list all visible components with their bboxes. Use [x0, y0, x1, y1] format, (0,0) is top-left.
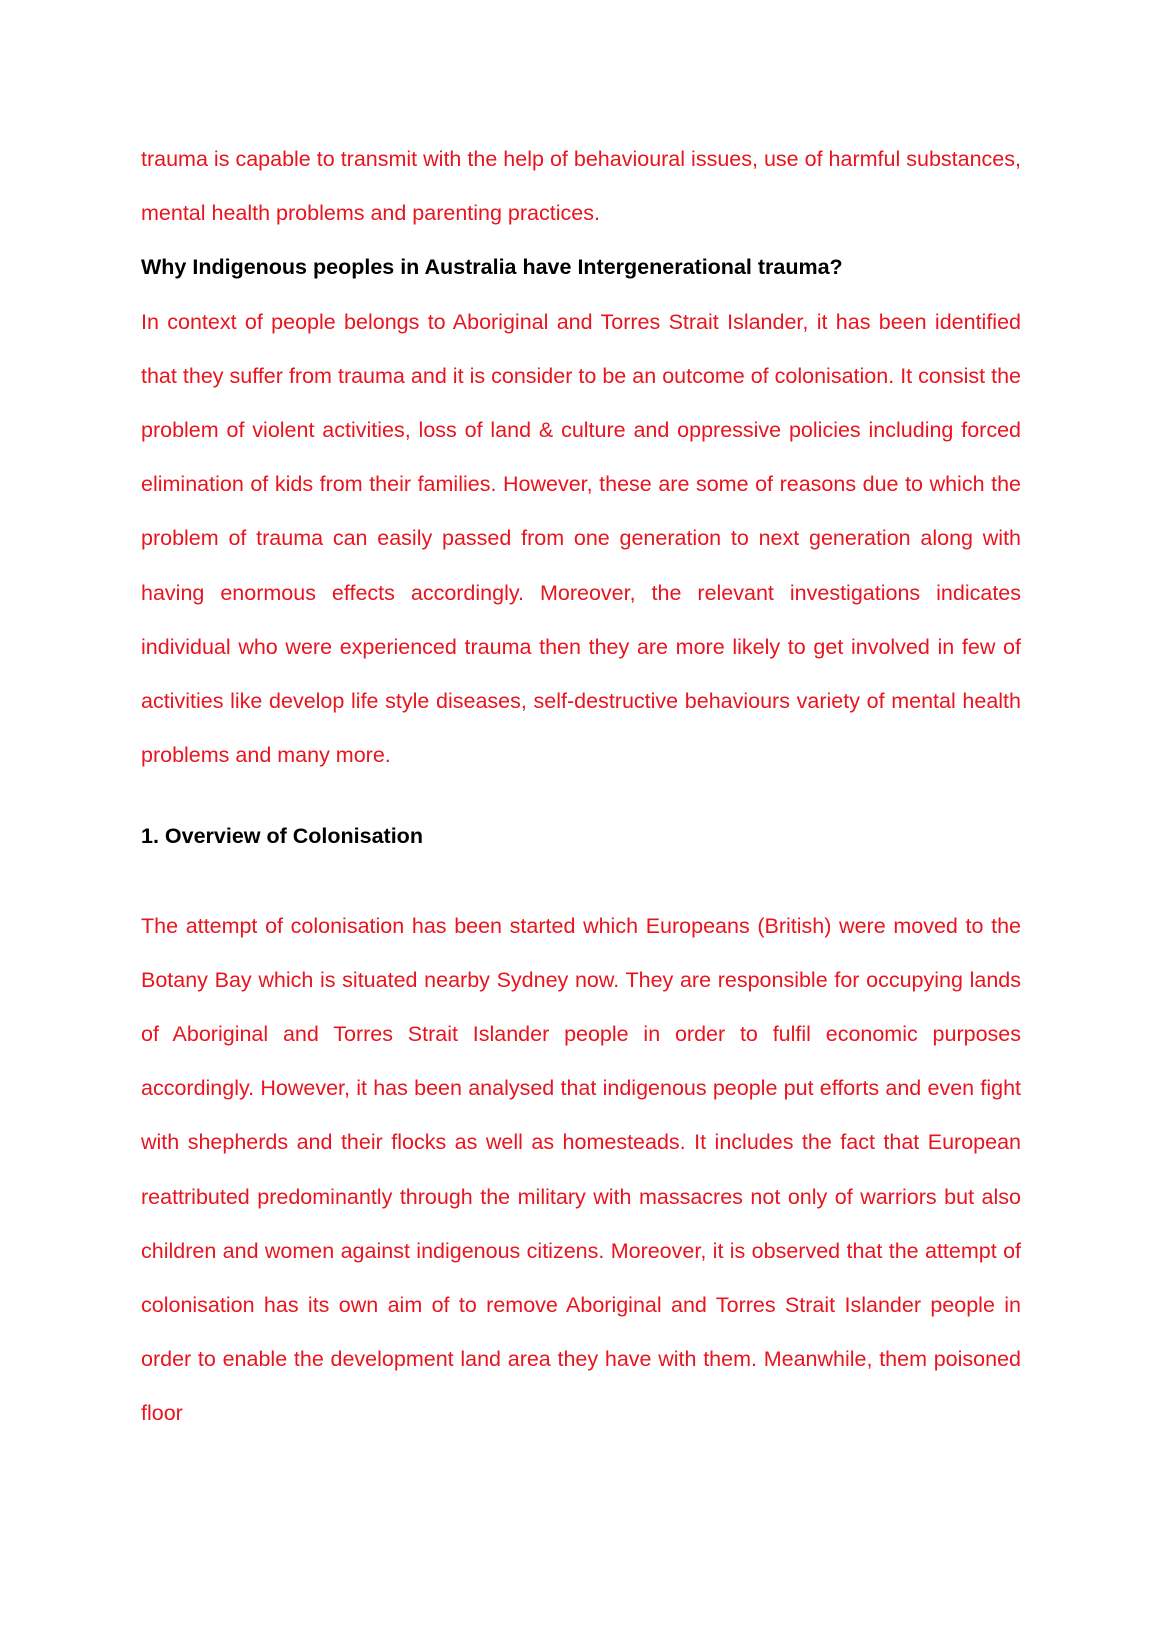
spacer [141, 864, 1021, 899]
intro-paragraph: trauma is capable to transmit with the help of behavioural issues, use of harmful substances, mental health problems and parenting practices. [141, 147, 1021, 226]
document-page [141, 132, 1021, 1441]
spacer [141, 782, 1021, 809]
heading-why-intergenerational-trauma: Why Indigenous peoples in Australia have Intergenerational trauma? [141, 255, 843, 280]
overview-paragraph: The attempt of colonisation has been started which Europeans (British) were moved to the Botany Bay which is situated nearby Sydney now. They are responsible for occupying lands of Aboriginal and Torres Strait Islander people in order to fulfil economic purposes accordingly. However, it has been analysed that indigenous people put efforts and even fight with shepherds and their flocks as well as homesteads. It includes the fact that European reattributed predominantly through the military with massacres not only of warriors but also children and women against indigenous citizens. Moreover, it is observed that the attempt of colonisation has its own aim of to remove Aboriginal and Torres Strait Islander people in order to enable the development land area they have with them. Meanwhile, them poisoned floor [141, 913, 1021, 1426]
why-paragraph: In context of people belongs to Aboriginal and Torres Strait Islander, it has been identified that they suffer from trauma and it is consider to be an outcome of colonisation. It consist the problem of violent activities, loss of land & culture and oppressive policies including forced elimination of kids from their families. However, these are some of reasons due to which the problem of trauma can easily passed from one generation to next generation along with having enormous effects accordingly. Moreover, the relevant investigations indicates individual who were experienced trauma then they are more likely to get involved in few of activities like develop life style diseases, self-destructive behaviours variety of mental health problems and many more. [141, 309, 1021, 768]
heading-overview-of-colonisation: 1. Overview of Colonisation [141, 824, 423, 849]
